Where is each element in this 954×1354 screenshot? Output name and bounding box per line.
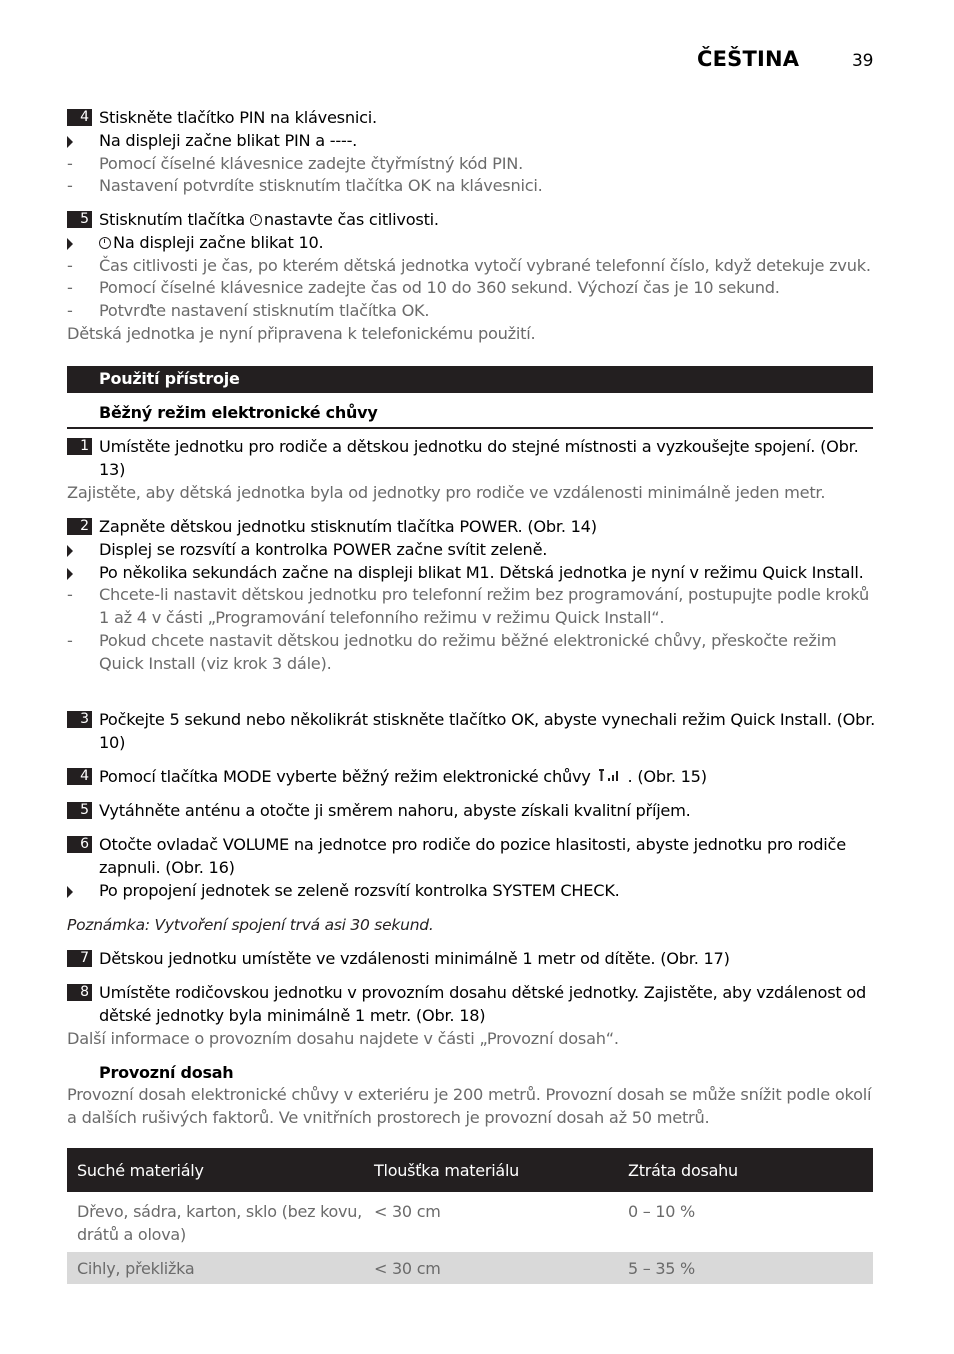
step-2: 2 Zapněte dětskou jednotku stisknutím tlačítka POWER. (Obr. 14) (67, 516, 882, 539)
step-number: 8 (67, 984, 92, 1001)
dash-bullet: - (67, 630, 73, 650)
step-text: Stiskněte tlačítko PIN na klávesnici. (99, 108, 377, 127)
note-text: Poznámka: Vytvoření spojení trvá asi 30 sekund. (67, 916, 434, 934)
step-5: 5 Vytáhněte anténu a otočte ji směrem nahoru, abyste získali kvalitní příjem. (67, 800, 882, 823)
step-number: 4 (67, 768, 92, 785)
usage-step-4 (67, 766, 882, 789)
range-title: Provozní dosah (99, 1063, 234, 1082)
step-number: 5 (67, 211, 92, 228)
table-cell: 0 – 10 % (628, 1202, 695, 1221)
result-arrow-icon (67, 238, 73, 250)
pin-steps (67, 107, 882, 198)
step-1: 1 Umístěte jednotku pro rodiče a dětskou jednotku do stejné místnosti a vyzkoušejte spojení. (Obr. 13) (67, 436, 882, 482)
sensitivity-steps (67, 209, 882, 346)
step-4: 4 Pomocí tlačítka MODE vyberte běžný režim elektronické chůvy . (Obr. 15) (67, 766, 882, 789)
table-cell: Cihly, překližka (67, 1252, 364, 1284)
step-result: Na displeji začne blikat 10. (67, 232, 882, 255)
subsection-title: Běžný režim elektronické chůvy (99, 403, 378, 422)
sub-item: - Pomocí číselné klávesnice zadejte čtyřmístný kód PIN. (67, 153, 882, 176)
usage-step-5 (67, 800, 882, 823)
subsection-rule (67, 427, 873, 429)
step-note: Zajistěte, aby dětská jednotka byla od jednotky pro rodiče ve vzdálenosti minimálně jeden metr. (67, 482, 826, 502)
dash-bullet: - (67, 176, 73, 196)
usage-step-1 (67, 436, 882, 504)
step-number: 3 (67, 711, 92, 728)
table-cell: 5 – 35 % (618, 1252, 873, 1284)
step-number: 7 (67, 950, 92, 967)
table-row (67, 1252, 873, 1284)
dash-bullet: - (67, 255, 73, 275)
step-3: 3 Počkejte 5 sekund nebo několikrát stiskněte tlačítko OK, abyste vynechali režim Quick Install. (Obr. 10) (67, 709, 882, 755)
step-number: 4 (67, 109, 92, 126)
step-6: 6 Otočte ovladač VOLUME na jednotce pro rodiče do pozice hlasitosti, abyste jednotku pro rodiče zapnuli. (Obr. 16) (67, 834, 882, 880)
dash-bullet: - (67, 585, 73, 605)
step-number: 5 (67, 802, 92, 819)
section-title: Použití přístroje (99, 369, 240, 388)
table-cell: < 30 cm (364, 1252, 618, 1284)
usage-step-6 (67, 834, 882, 902)
result-arrow-icon (67, 136, 73, 148)
ready-text: Dětská jednotka je nyní připravena k telefonickému použití. (67, 323, 536, 343)
sub-item: - Nastavení potvrdíte stisknutím tlačítka OK na klávesnici. (67, 175, 882, 198)
step-5: 5 Stisknutím tlačítka nastavte čas citlivosti. (67, 209, 882, 232)
step-result: Na displeji začne blikat PIN a ----. (67, 130, 882, 153)
monitor-mode-icon (598, 768, 624, 782)
step-note: Další informace o provozním dosahu najdete v části „Provozní dosah“. (67, 1028, 619, 1048)
usage-step-3 (67, 709, 882, 755)
sub-item: - Pokud chcete nastavit dětskou jednotku do režimu běžné elektronické chůvy, přeskočte režim Quick Install (viz krok 3 dále). (67, 630, 837, 673)
column-header: Ztráta dosahu (618, 1148, 873, 1192)
sub-item: - Potvrďte nastavení stisknutím tlačítka OK. (67, 300, 882, 323)
usage-step-2 (67, 516, 882, 676)
step-number: 6 (67, 836, 92, 853)
page-number: 39 (852, 51, 874, 71)
dash-bullet: - (67, 278, 73, 298)
usage-step-7 (67, 948, 882, 971)
step-number: 2 (67, 518, 92, 535)
timer-icon (99, 237, 111, 249)
table-cell: Dřevo, sádra, karton, sklo (bez kovu, drátů a olova) (77, 1202, 362, 1244)
step-number: 1 (67, 438, 92, 455)
column-header: Suché materiály (67, 1148, 364, 1192)
step-8: 8 Umístěte rodičovskou jednotku v provozním dosahu dětské jednotky. Zajistěte, aby vzdálenost od dětské jednotky byla minimálně 1 metr. (Obr. 18) (67, 982, 882, 1028)
section-heading-bar (67, 366, 873, 393)
step-result: Po několika sekundách začne na displeji blikat M1. Dětská jednotka je nyní v režimu Quick Install. (67, 562, 882, 585)
result-arrow-icon (67, 886, 73, 898)
language-header: ČEŠTINA (697, 47, 800, 71)
sub-item: - Čas citlivosti je čas, po kterém dětská jednotka vytočí vybrané telefonní číslo, když detekuje zvuk. (67, 255, 882, 278)
result-arrow-icon (67, 568, 73, 580)
range-loss-table (67, 1148, 873, 1284)
range-text: Provozní dosah elektronické chůvy v exteriéru je 200 metrů. Provozní dosah se může snížit podle okolí a dalších rušivých faktorů. Ve vnitřních prostorech je provozní dosah až 50 metrů. (67, 1085, 872, 1127)
table-header-row (67, 1148, 873, 1192)
dash-bullet: - (67, 153, 73, 173)
step-result: Displej se rozsvítí a kontrolka POWER začne svítit zeleně. (67, 539, 882, 562)
sub-item: - Pomocí číselné klávesnice zadejte čas od 10 do 360 sekund. Výchozí čas je 10 sekund. (67, 277, 882, 300)
column-header: Tloušťka materiálu (364, 1148, 618, 1192)
result-arrow-icon (67, 545, 73, 557)
step-result: Po propojení jednotek se zeleně rozsvítí kontrolka SYSTEM CHECK. (67, 880, 882, 903)
table-cell: < 30 cm (374, 1202, 441, 1221)
table-row (67, 1192, 873, 1252)
sub-item: - Chcete-li nastavit dětskou jednotku pro telefonní režim bez programování, postupujte podle kroků 1 až 4 v části „Programování telefonního režimu v režimu Quick Install“. (67, 585, 870, 628)
step-4 (67, 107, 882, 130)
timer-icon (250, 214, 262, 226)
usage-step-8 (67, 982, 882, 1050)
dash-bullet: - (67, 301, 73, 321)
step-7: 7 Dětskou jednotku umístěte ve vzdálenosti minimálně 1 metr od dítěte. (Obr. 17) (67, 948, 882, 971)
